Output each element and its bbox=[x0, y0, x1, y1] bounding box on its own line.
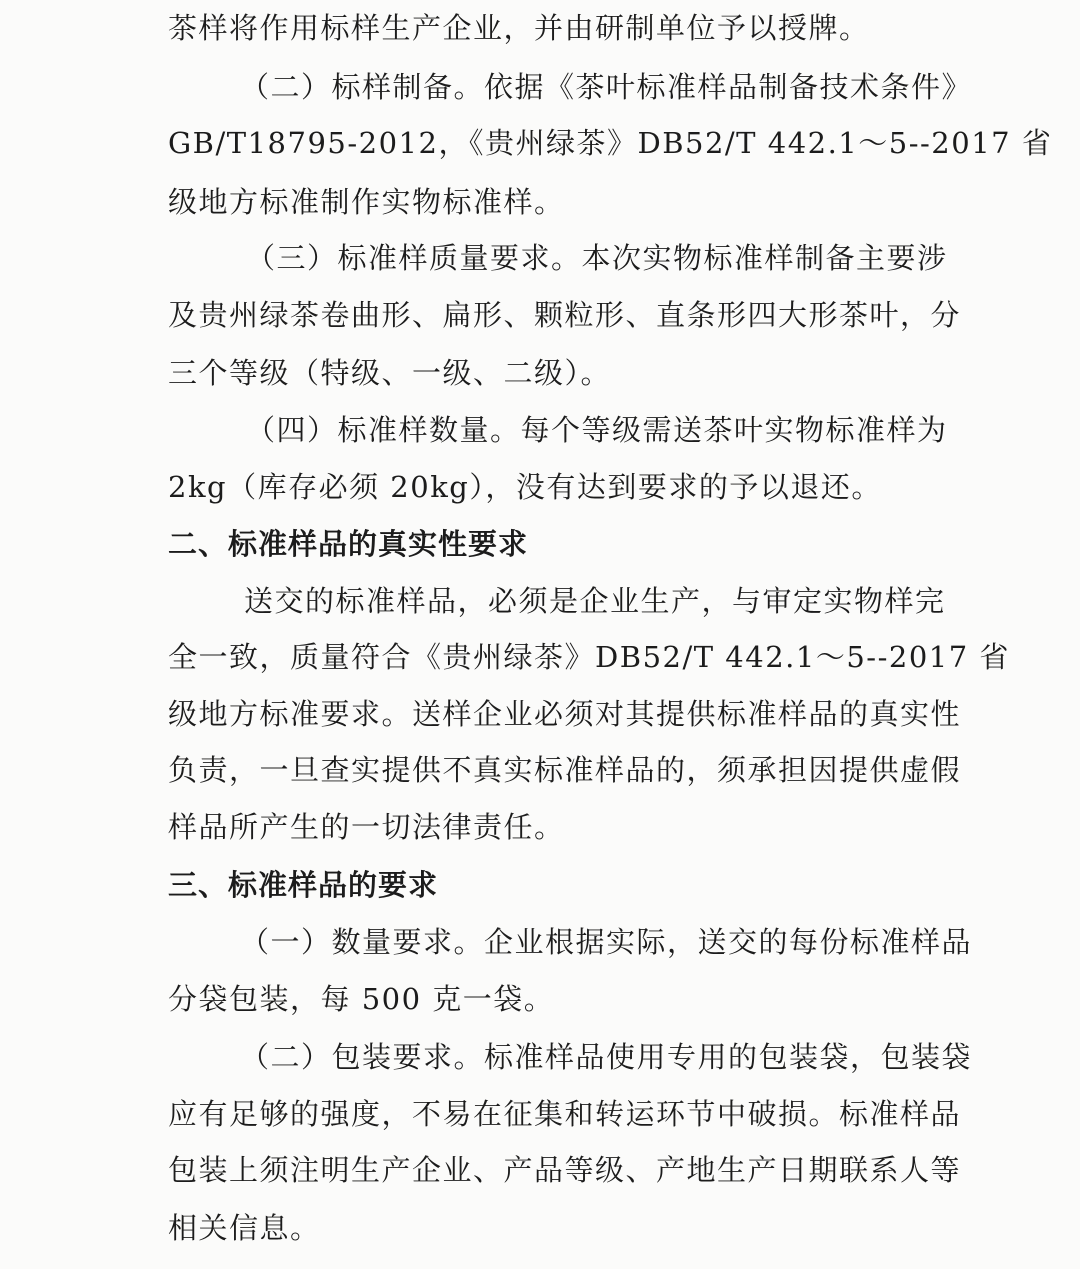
text-line: 级地方标准制作实物标准样。 bbox=[168, 185, 565, 219]
text-line: 分袋包装，每 500 克一袋。 bbox=[168, 982, 555, 1016]
text-line: 相关信息。 bbox=[168, 1211, 321, 1245]
section-paragraph-start: （二）包装要求。标准样品使用专用的包装袋，包装袋 bbox=[240, 1040, 973, 1074]
section-paragraph-start: （三）标准样质量要求。本次实物标准样制备主要涉 bbox=[246, 241, 948, 275]
section-heading-requirements: 三、标准样品的要求 bbox=[168, 868, 439, 902]
text-line: 茶样将作用标样生产企业，并由研制单位予以授牌。 bbox=[168, 11, 870, 45]
section-paragraph-start: 送交的标准样品，必须是企业生产，与审定实物样完 bbox=[244, 584, 946, 618]
section-paragraph-start: （二）标样制备。依据《茶叶标准样品制备技术条件》 bbox=[240, 70, 973, 104]
text-line: 负责，一旦查实提供不真实标准样品的，须承担因提供虚假 bbox=[168, 753, 962, 787]
section-heading-authenticity: 二、标准样品的真实性要求 bbox=[168, 527, 529, 561]
text-line: 包装上须注明生产企业、产品等级、产地生产日期联系人等 bbox=[168, 1153, 962, 1187]
text-line: 三个等级（特级、一级、二级）。 bbox=[168, 356, 612, 390]
text-line: 2kg（库存必须 20kg），没有达到要求的予以退还。 bbox=[168, 470, 882, 504]
section-paragraph-start: （四）标准样数量。每个等级需送茶叶实物标准样为 bbox=[246, 413, 948, 447]
text-line: 及贵州绿茶卷曲形、扁形、颗粒形、直条形四大形茶叶，分 bbox=[168, 298, 962, 332]
text-line: 应有足够的强度，不易在征集和转运环节中破损。标准样品 bbox=[168, 1097, 962, 1131]
text-line: 全一致，质量符合《贵州绿茶》DB52/T 442.1～5--2017 省 bbox=[168, 640, 1010, 674]
text-line: 级地方标准要求。送样企业必须对其提供标准样品的真实性 bbox=[168, 697, 962, 731]
text-line: 样品所产生的一切法律责任。 bbox=[168, 810, 565, 844]
section-paragraph-start: （一）数量要求。企业根据实际，送交的每份标准样品 bbox=[240, 925, 973, 959]
text-line: GB/T18795-2012，《贵州绿茶》DB52/T 442.1～5--2017 省 bbox=[168, 126, 1053, 160]
